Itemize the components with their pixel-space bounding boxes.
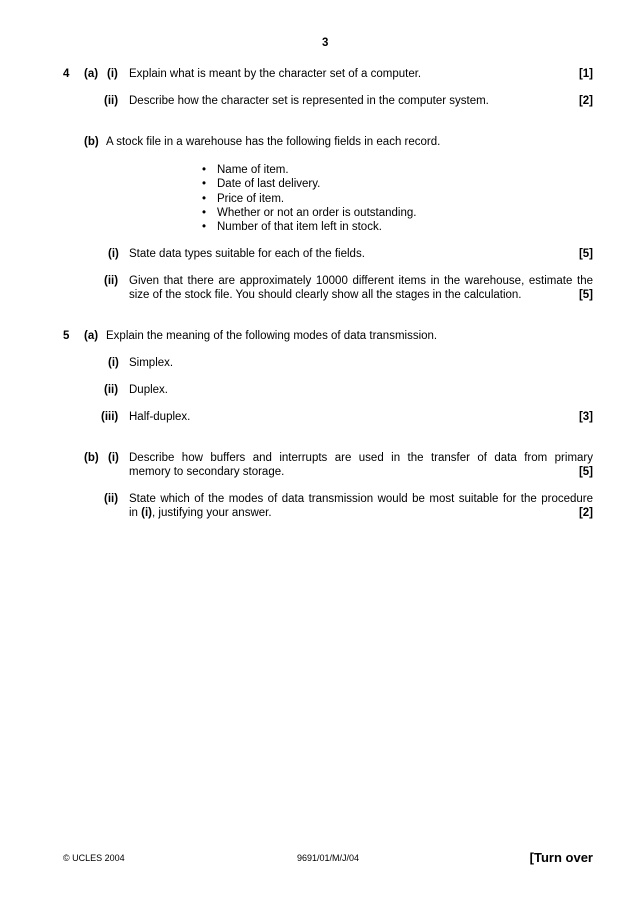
page-number: 3: [322, 37, 329, 49]
list-item: • Price of item.: [202, 192, 416, 206]
q5a-ii-label: (ii): [104, 384, 119, 396]
q5b-ii-part-reference: (i): [141, 507, 153, 519]
q5a-ii-text: Duplex.: [129, 384, 168, 396]
q4-part-a-label: (a): [84, 68, 99, 80]
q4a-i-text: Explain what is meant by the character set of a computer.: [129, 68, 422, 80]
q5b-ii-line-2-pre: in: [129, 507, 142, 519]
list-item: • Number of that item left in stock.: [202, 220, 416, 234]
q5-part-a-label: (a): [84, 330, 99, 342]
q5b-ii-line-2-post: , justifying your answer.: [152, 507, 272, 519]
q5b-ii-line-1: State which of the modes of data transmission would be most suitable for the procedure: [129, 493, 593, 505]
q4b-ii-line-2: size of the stock file. You should clearly show all the stages in the calculation.: [129, 289, 522, 301]
list-item: • Date of last delivery.: [202, 177, 416, 191]
q5a-i-text: Simplex.: [129, 357, 174, 369]
q5b-i-label: (i): [108, 452, 119, 464]
q4a-i-label: (i): [107, 68, 118, 80]
q4a-ii-label: (ii): [104, 95, 119, 107]
q4b-i-label: (i): [108, 248, 119, 260]
q5b-ii-label: (ii): [104, 493, 119, 505]
question-4-number: 4: [63, 68, 70, 80]
q5a-iii-label: (iii): [101, 411, 119, 423]
q5b-i-marks: [5]: [578, 466, 593, 478]
q5a-i-label: (i): [108, 357, 119, 369]
q4b-ii-line-1: Given that there are approximately 10000 different items in the warehouse, estimate the: [129, 275, 593, 287]
q4b-text: A stock file in a warehouse has the following fields in each record.: [106, 136, 441, 148]
list-item: • Name of item.: [202, 163, 416, 177]
question-5-number: 5: [63, 330, 70, 342]
q4b-i-marks: [5]: [578, 248, 593, 260]
q4a-i-marks: [1]: [578, 68, 593, 80]
q5a-text: Explain the meaning of the following modes of data transmission.: [106, 330, 438, 342]
q5b-ii-marks: [2]: [578, 507, 593, 519]
stock-fields-list: [202, 163, 416, 234]
q5b-ii-line-2: [129, 507, 272, 519]
q5a-iii-text: Half-duplex.: [129, 411, 191, 423]
q5b-i-line-1: Describe how buffers and interrupts are used in the transfer of data from primary: [129, 452, 593, 464]
footer-turn-over: [Turn over: [529, 850, 593, 865]
q4b-ii-marks: [5]: [578, 289, 593, 301]
footer-paper-code: 9691/01/M/J/04: [297, 853, 360, 863]
list-item: • Whether or not an order is outstanding.: [202, 206, 416, 220]
footer-copyright: © UCLES 2004: [63, 853, 125, 863]
q4a-ii-marks: [2]: [578, 95, 593, 107]
q4b-ii-label: (ii): [104, 275, 119, 287]
q5-part-b-label: (b): [84, 452, 99, 464]
q5b-i-line-2: memory to secondary storage.: [129, 466, 285, 478]
q4b-i-text: State data types suitable for each of the fields.: [129, 248, 365, 260]
q5a-marks: [3]: [578, 411, 593, 423]
q4a-ii-text: Describe how the character set is represented in the computer system.: [129, 95, 489, 107]
q4-part-b-label: (b): [84, 136, 99, 148]
